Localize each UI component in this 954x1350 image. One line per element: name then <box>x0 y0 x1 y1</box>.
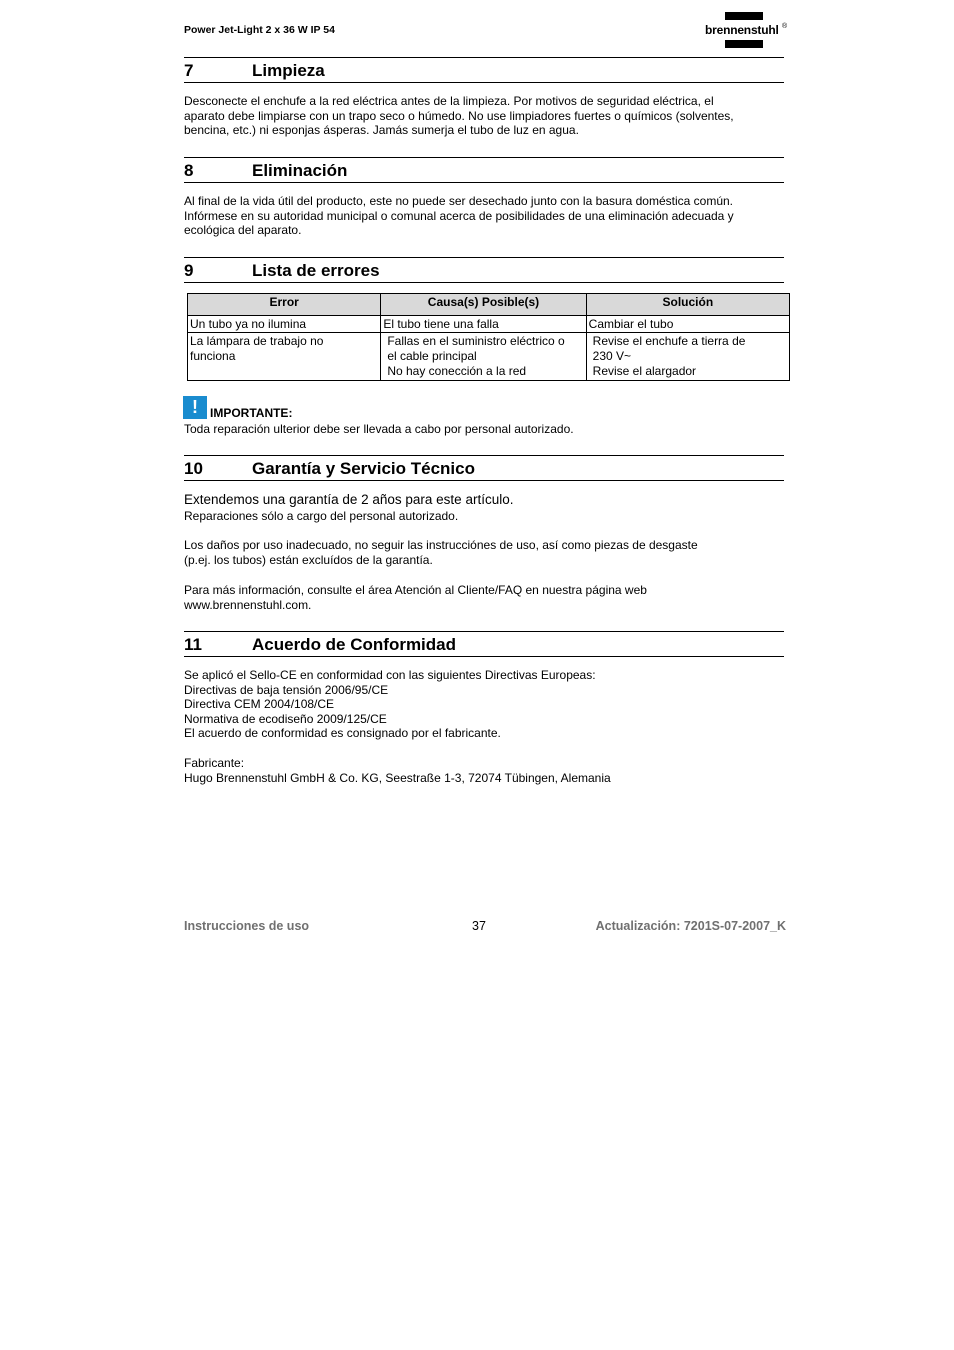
text-line: Se aplicó el Sello-CE en conformidad con las siguientes Directivas Europeas: <box>184 668 596 682</box>
warning-text <box>184 422 784 437</box>
section-number: 7 <box>184 61 194 80</box>
section-number: 11 <box>184 635 202 654</box>
warranty-intro: Extendemos una garantía de 2 años para este artículo. <box>184 492 514 507</box>
logo-registered-mark: ® <box>782 23 788 30</box>
section-title: Limpieza <box>252 61 325 80</box>
text-line: Toda reparación ulterior debe ser llevada a cabo por personal autorizado. <box>184 422 574 436</box>
cell-line: Revise el enchufe a tierra de <box>592 334 746 348</box>
error-table <box>187 293 790 381</box>
footer-right: Actualización: 7201S-07-2007_K <box>595 919 786 933</box>
section-7-text <box>184 94 784 138</box>
section-7-heading <box>184 57 784 83</box>
brennenstuhl-logo <box>705 12 789 50</box>
section-title: Eliminación <box>252 161 348 180</box>
section-11-heading <box>184 631 784 657</box>
column-header-solution: Solución <box>586 294 789 316</box>
warning-exclamation-icon: ! <box>183 396 207 419</box>
column-header-cause: Causa(s) Posible(s) <box>381 294 586 316</box>
section-8-text <box>184 194 784 238</box>
logo-bar-bottom <box>725 40 763 48</box>
section-number: 8 <box>184 161 194 180</box>
section-10-text-3 <box>184 583 784 612</box>
cell-line: Fallas en el suministro eléctrico o <box>387 334 565 348</box>
text-line: Normativa de ecodiseño 2009/125/CE <box>184 711 387 726</box>
section-10-text-1 <box>184 509 784 524</box>
page-number: 37 <box>472 919 486 933</box>
text-line: (p.ej. los tubos) están excluídos de la garantía. <box>184 552 433 567</box>
text-line: Directiva CEM 2004/108/CE <box>184 697 335 712</box>
text-line: www.brennenstuhl.com. <box>184 597 312 612</box>
cell-line: Un tubo ya no ilumina <box>190 317 307 331</box>
cell-line: Revise el alargador <box>592 364 697 378</box>
table-row <box>188 316 790 333</box>
text-line: Para más información, consulte el área Atención al Cliente/FAQ en nuestra página web <box>184 583 647 597</box>
cell-line: Cambiar el tubo <box>588 317 674 331</box>
section-10-heading <box>184 455 784 481</box>
section-9-heading <box>184 257 784 283</box>
text-line: Fabricante: <box>184 756 245 770</box>
text-line: Al final de la vida útil del producto, este no puede ser desechado junto con la basura doméstica común. <box>184 194 734 208</box>
section-11-text-2 <box>184 756 784 785</box>
section-8-heading <box>184 157 784 183</box>
solution-cell <box>586 333 789 381</box>
footer-left: Instrucciones de uso <box>184 919 310 933</box>
text-line: Directivas de baja tensión 2006/95/CE <box>184 682 389 697</box>
section-number: 10 <box>184 459 203 478</box>
text-line: Infórmese en su autoridad municipal o comunal acerca de posibilidades de una eliminación adecuada y <box>184 208 734 223</box>
logo-wordmark: brennenstuhl <box>705 23 779 37</box>
warning-label: IMPORTANTE: <box>210 406 293 420</box>
section-11-text-1 <box>184 668 784 741</box>
text-line: Los daños por uso inadecuado, no seguir las instrucciónes de uso, así como piezas de desgaste <box>184 538 698 552</box>
logo-bar-top <box>725 12 763 20</box>
text-line: bencina, etc.) ni esponjas ásperas. Jamás sumerja el tubo de luz en agua. <box>184 123 579 138</box>
cell-line: el cable principal <box>387 349 477 363</box>
section-title: Acuerdo de Conformidad <box>252 635 457 654</box>
text-line: ecológica del aparato. <box>184 223 302 238</box>
cell-line: La lámpara de trabajo no <box>190 334 324 348</box>
cell-line: 230 V~ <box>592 349 632 363</box>
section-title: Garantía y Servicio Técnico <box>252 459 475 478</box>
section-10-text-2 <box>184 538 784 567</box>
text-line: Desconecte el enchufe a la red eléctrica antes de la limpieza. Por motivos de seguridad eléctrica, el <box>184 94 714 108</box>
error-cell <box>188 316 381 333</box>
section-title: Lista de errores <box>252 261 380 280</box>
section-number: 9 <box>184 261 194 280</box>
text-line: El acuerdo de conformidad es consignado por el fabricante. <box>184 726 501 741</box>
error-cell <box>188 333 381 381</box>
solution-cell <box>586 316 789 333</box>
table-header-row <box>188 294 790 316</box>
cell-line: El tubo tiene una falla <box>383 317 499 331</box>
document-title: Power Jet-Light 2 x 36 W IP 54 <box>184 24 335 36</box>
cell-line: funciona <box>190 349 236 363</box>
text-line: Hugo Brennenstuhl GmbH & Co. KG, Seestraße 1-3, 72074 Tübingen, Alemania <box>184 770 611 785</box>
table-row <box>188 333 790 381</box>
cause-cell <box>381 316 586 333</box>
cause-cell <box>381 333 586 381</box>
text-line: Reparaciones sólo a cargo del personal autorizado. <box>184 509 459 523</box>
cell-line: No hay conección a la red <box>387 364 527 378</box>
column-header-error: Error <box>188 294 381 316</box>
text-line: aparato debe limpiarse con un trapo seco o húmedo. No use limpiadores fuertes o químicos (solventes, <box>184 108 734 123</box>
